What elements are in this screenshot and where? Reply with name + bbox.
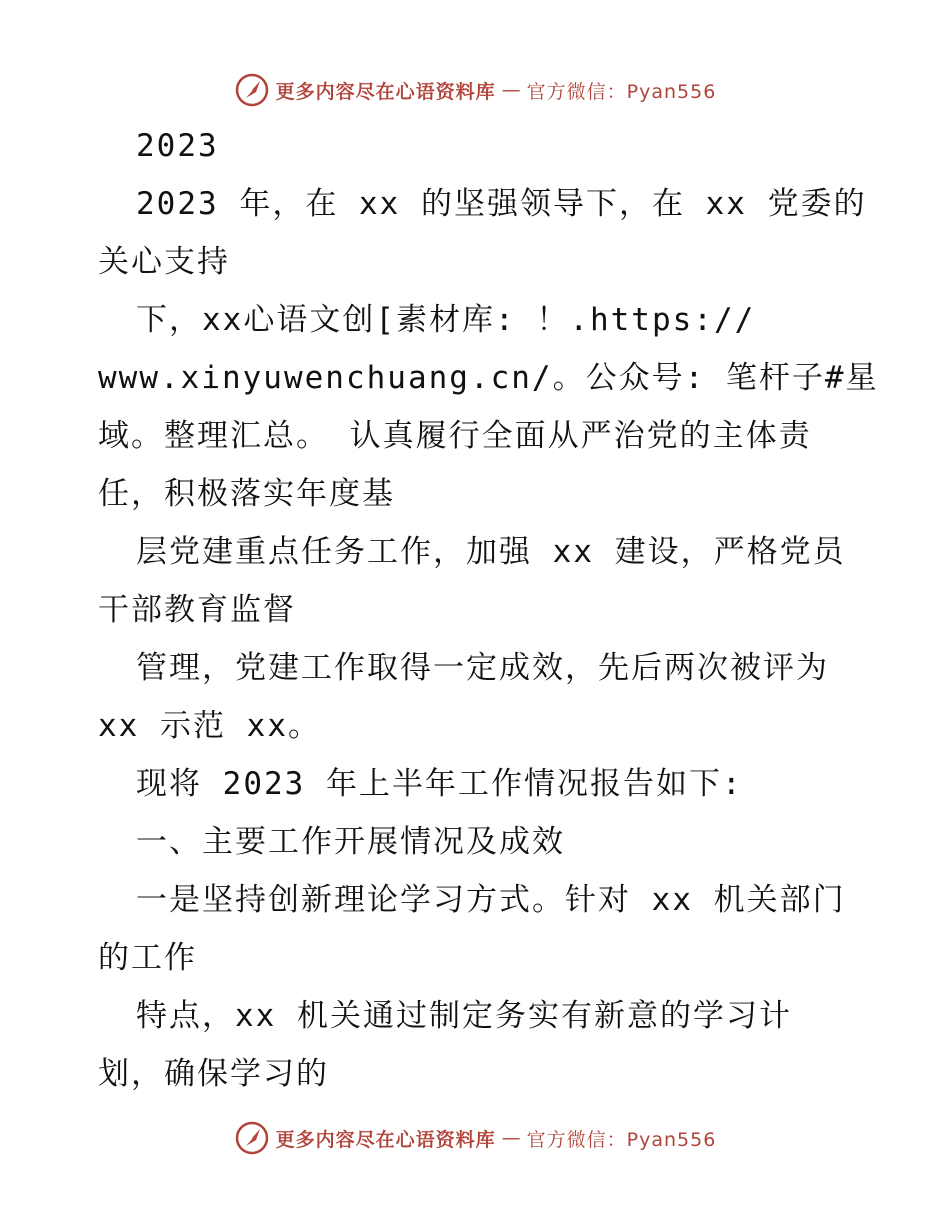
document-body <box>98 117 879 1103</box>
text-line: 干部教育监督 <box>98 592 296 628</box>
header-banner <box>0 70 950 110</box>
text-line: 现将 2023 年上半年工作情况报告如下: <box>136 766 743 802</box>
text-line: 一是坚持创新理论学习方式。针对 xx 机关部门 <box>136 882 846 918</box>
banner-contact-text: 官方微信：Pyan556 <box>526 1128 717 1151</box>
section-heading: 一、主要工作开展情况及成效 <box>136 824 565 860</box>
text-line: 域。整理汇总。 认真履行全面从严治党的主体责 <box>98 418 812 454</box>
text-line: 2023 <box>136 128 219 164</box>
text-line: 划，确保学习的 <box>98 1056 329 1092</box>
quill-logo-icon <box>234 72 270 108</box>
text-line: 关心支持 <box>98 244 230 280</box>
text-line: 层党建重点任务工作，加强 xx 建设，严格党员 <box>136 534 846 570</box>
banner-contact-text: 官方微信：Pyan556 <box>526 80 717 103</box>
text-line: 特点，xx 机关通过制定务实有新意的学习计 <box>136 998 792 1034</box>
text-line: 2023 年，在 xx 的坚强领导下，在 xx 党委的 <box>136 186 867 222</box>
quill-logo-icon <box>234 1120 270 1156</box>
banner-brand-text: 更多内容尽在心语资料库 <box>275 1128 496 1151</box>
banner-separator: — <box>501 1127 521 1149</box>
banner-brand-text: 更多内容尽在心语资料库 <box>275 80 496 103</box>
footer-banner <box>0 1118 950 1158</box>
text-line: 的工作 <box>98 940 197 976</box>
text-line: 下，xx心语文创[素材库: ！.https:// <box>136 302 756 338</box>
text-line: www.xinyuwenchuang.cn/。公众号: 笔杆子#星 <box>98 360 879 396</box>
text-line: xx 示范 xx。 <box>98 708 321 744</box>
banner-separator: — <box>501 79 521 101</box>
text-line: 任，积极落实年度基 <box>98 476 395 512</box>
text-line: 管理，党建工作取得一定成效，先后两次被评为 <box>136 650 829 686</box>
